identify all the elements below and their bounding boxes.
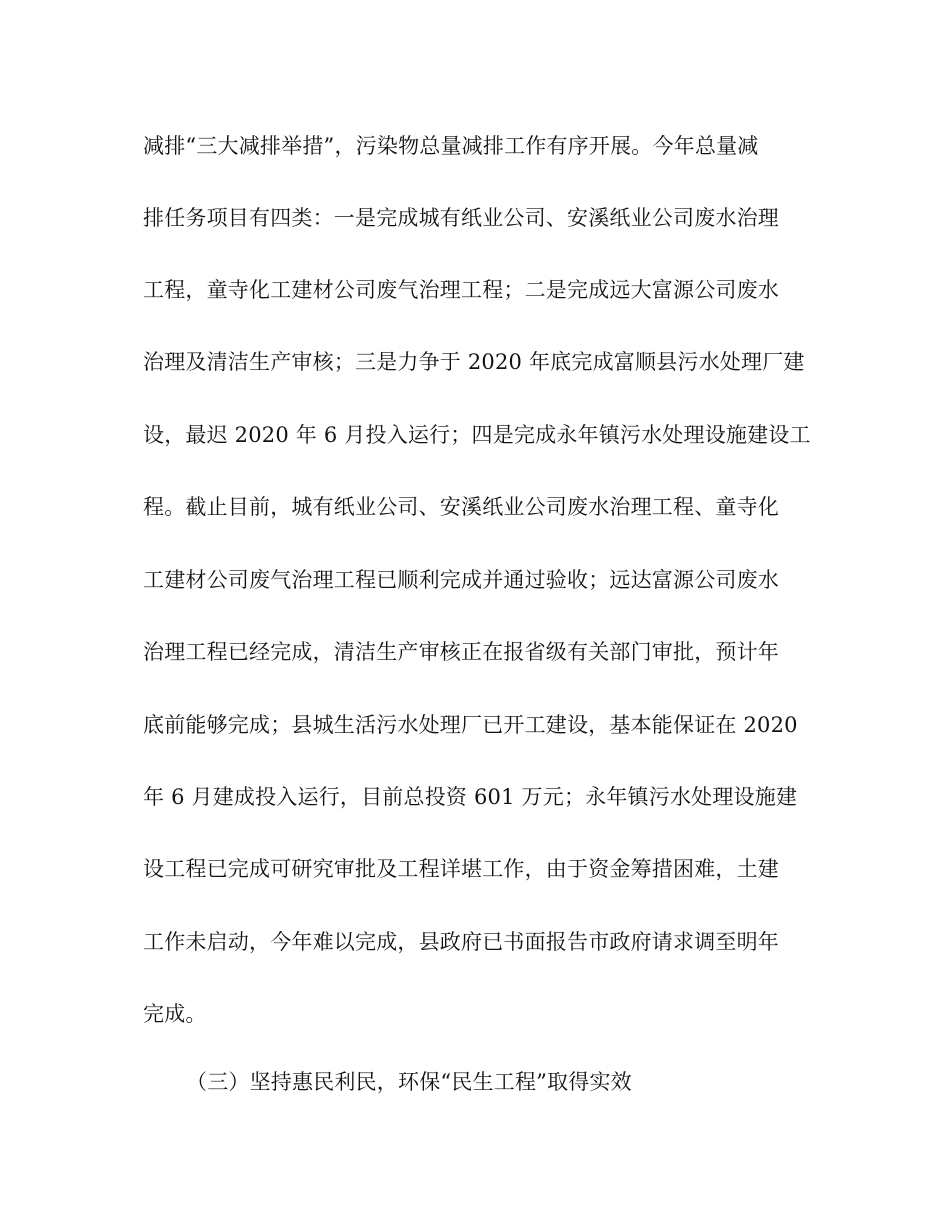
paragraph-line-13: 完成。 xyxy=(143,1002,207,1026)
paragraph-line-10: 年 6 月建成投入运行，目前总投资 601 万元；永年镇污水处理设施建 xyxy=(143,785,798,809)
paragraph-line-6: 程。截止目前，城有纸业公司、安溪纸业公司废水治理工程、童寺化 xyxy=(143,495,779,519)
paragraph-line-11: 设工程已完成可研究审批及工程详堪工作，由于资金筹措困难，土建 xyxy=(143,857,779,881)
paragraph-line-5: 设，最迟 2020 年 6 月投入运行；四是完成永年镇污水处理设施建设工 xyxy=(143,423,811,447)
paragraph-line-7: 工建材公司废气治理工程已顺利完成并通过验收；远达富源公司废水 xyxy=(143,568,779,592)
paragraph-line-2: 排任务项目有四类：一是完成城有纸业公司、安溪纸业公司废水治理 xyxy=(143,206,779,230)
paragraph-line-3: 工程，童寺化工建材公司废气治理工程；二是完成远大富源公司废水 xyxy=(143,278,779,302)
paragraph-line-4: 治理及清洁生产审核；三是力争于 2020 年底完成富顺县污水处理厂建 xyxy=(143,350,805,374)
paragraph-line-8: 治理工程已经完成，清洁生产审核正在报省级有关部门审批，预计年 xyxy=(143,640,779,664)
paragraph-line-12: 工作未启动，今年难以完成，县政府已书面报告市政府请求调至明年 xyxy=(143,930,779,954)
paragraph-line-1: 减排“三大减排举措”，污染物总量减排工作有序开展。今年总量减 xyxy=(143,134,759,158)
paragraph-line-9: 底前能够完成；县城生活污水处理厂已开工建设，基本能保证在 2020 xyxy=(143,713,798,737)
section-heading: （三）坚持惠民利民，环保“民生工程”取得实效 xyxy=(186,1070,632,1094)
